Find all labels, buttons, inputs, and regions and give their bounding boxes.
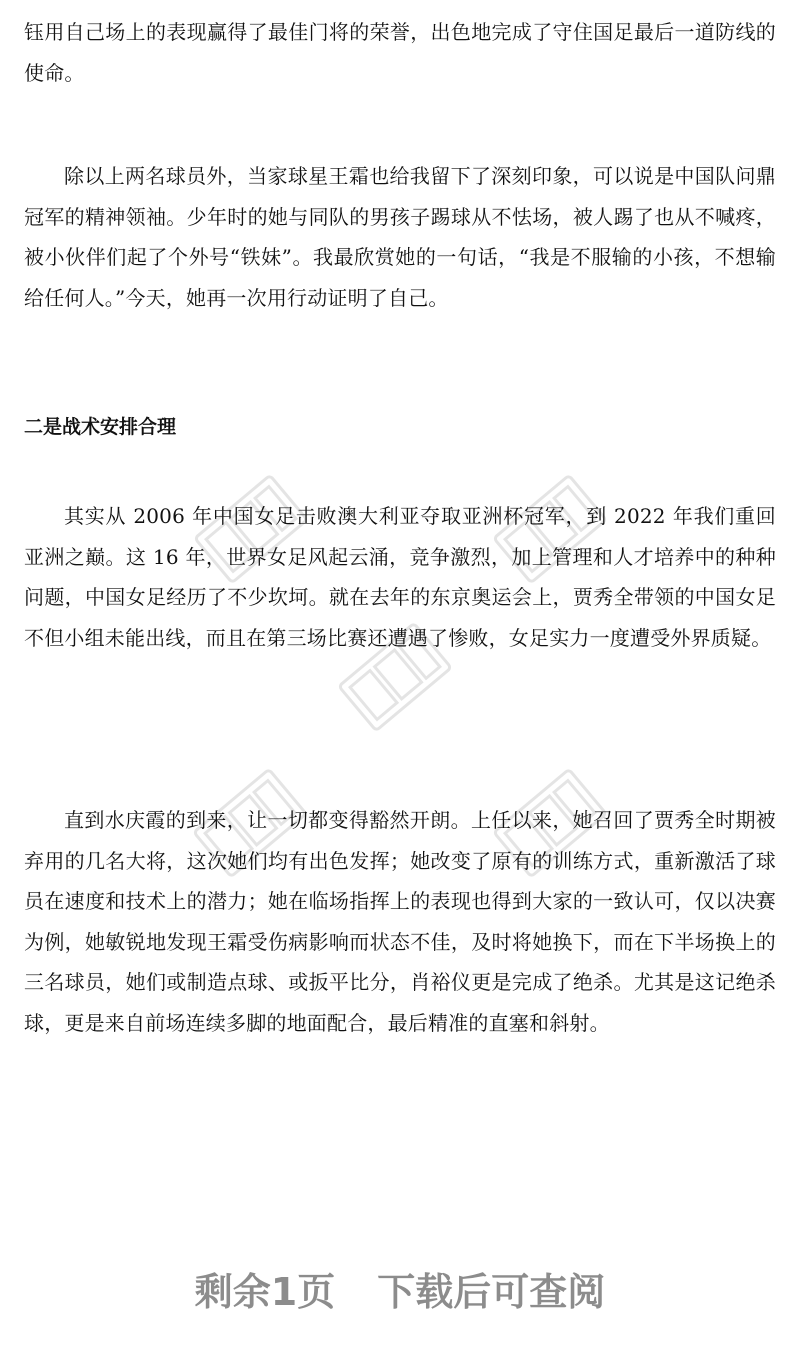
download-prompt-banner[interactable] (0, 1262, 800, 1322)
section-heading-tactics: 二是战术安排合理 (24, 416, 177, 438)
paragraph-coach: 直到水庆霞的到来，让一切都变得豁然开朗。上任以来，她召回了贾秀全时期被弃用的几名大将，这次她们均有出色发挥；她改变了原有的训练方式，重新激活了球员在速度和技术上的潜力；她在临场指挥上的表现也得到大家的一致认可，仅以决赛为例，她敏锐地发现王霜受伤病影响而状态不佳，及时将她换下，而在下半场换上的三名球员，她们或制造点球、或扳平比分，肖裕仪更是完成了绝杀。尤其是这记绝杀球，更是来自前场连续多脚的地面配合，最后精准的直塞和斜射。 (24, 808, 776, 1035)
paragraph-wang-shuang: 除以上两名球员外，当家球星王霜也给我留下了深刻印象，可以说是中国队问鼎冠军的精神领袖。少年时的她与同队的男孩子踢球从不怯场，被人踢了也从不喊疼，被小伙伴们起了个外号“铁妹”。我最欣赏她的一句话，“我是不服输的小孩，不想输给任何人。”今天，她再一次用行动证明了自己。 (24, 164, 776, 310)
paragraph-history: 其实从 2006 年中国女足击败澳大利亚夺取亚洲杯冠军，到 2022 年我们重回亚洲之巅。这 16 年，世界女足风起云涌，竞争激烈，加上管理和人才培养中的种种问题，中国女足经历了不少坎坷。就在去年的东京奥运会上，贾秀全带领的中国女足不但小组未能出线，而且在第三场比赛还遭遇了惨败，女足实力一度遭受外界质疑。 (24, 504, 776, 650)
remaining-pages-label: 剩余1页 (194, 1270, 336, 1314)
paragraph-goalkeeper: 钰用自己场上的表现赢得了最佳门将的荣誉，出色地完成了守住国足最后一道防线的使命。 (24, 20, 776, 85)
download-to-view-label: 下载后可查阅 (377, 1270, 606, 1314)
